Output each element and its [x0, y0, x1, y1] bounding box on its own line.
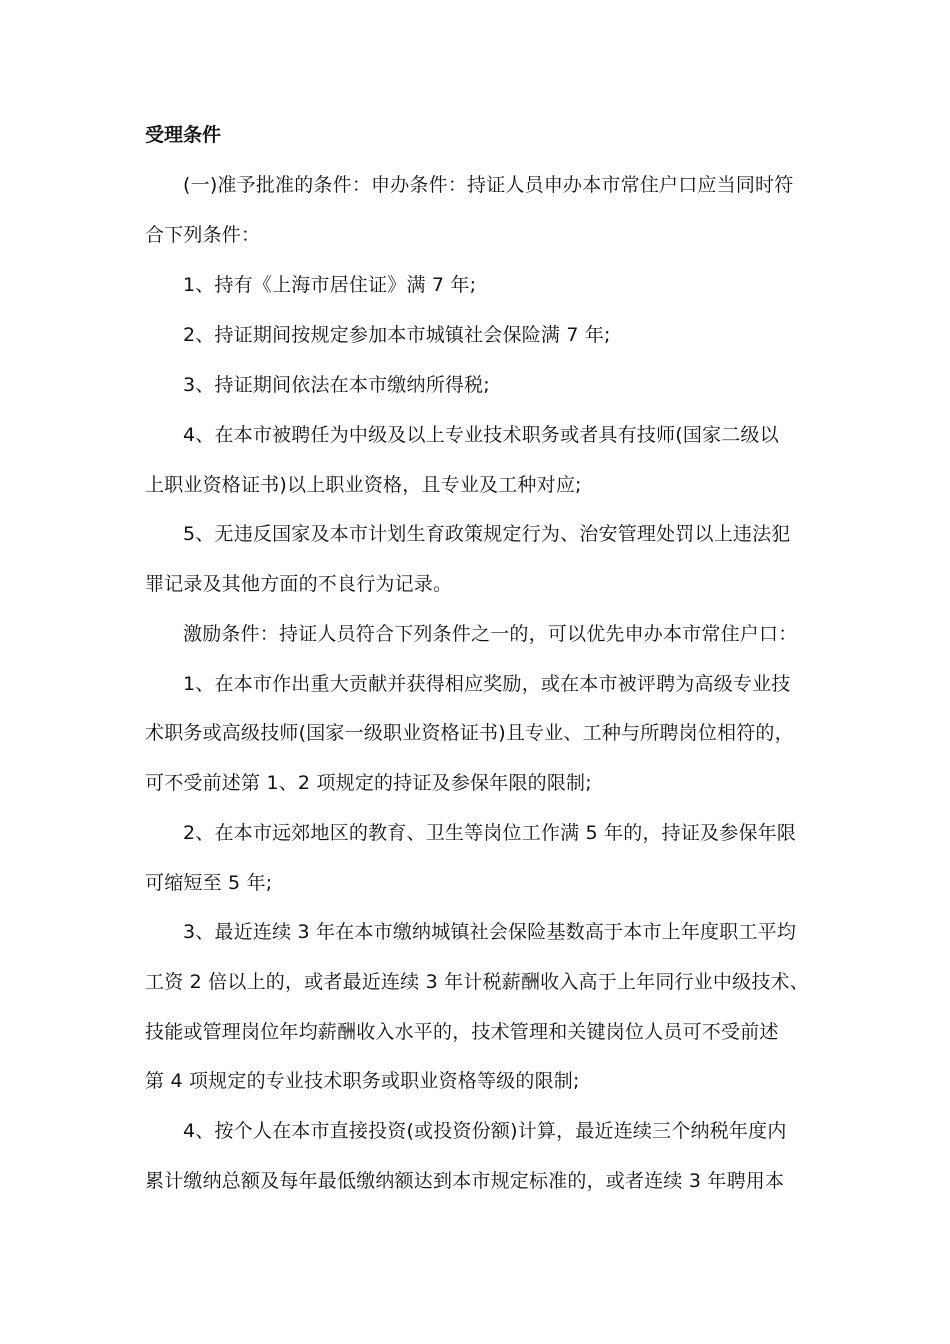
paragraph-line: 2、在本市远郊地区的教育、卫生等岗位工作满 5 年的，持证及参保年限	[183, 822, 797, 844]
paragraph-line: 技能或管理岗位年均薪酬收入水平的，技术管理和关键岗位人员可不受前述	[145, 1021, 779, 1043]
paragraph-line: (一)准予批准的条件：申办条件：持证人员申办本市常住户口应当同时符	[183, 174, 794, 196]
paragraph-line: 2、持证期间按规定参加本市城镇社会保险满 7 年;	[183, 324, 611, 346]
paragraph-line: 罪记录及其他方面的不良行为记录。	[145, 573, 453, 595]
paragraph-line: 累计缴纳总额及每年最低缴纳额达到本市规定标准的，或者连续 3 年聘用本	[145, 1170, 785, 1192]
paragraph-line: 工资 2 倍以上的，或者最近连续 3 年计税薪酬收入高于上年同行业中级技术、	[145, 971, 809, 993]
paragraph-line: 上职业资格证书)以上职业资格，且专业及工种对应;	[145, 474, 582, 496]
paragraph-line: 第 4 项规定的专业技术职务或职业资格等级的限制;	[145, 1070, 580, 1092]
paragraph-line: 可不受前述第 1、2 项规定的持证及参保年限的限制;	[145, 772, 592, 794]
paragraph-line: 合下列条件：	[145, 224, 261, 246]
paragraph-line: 4、在本市被聘任为中级及以上专业技术职务或者具有技师(国家二级以	[183, 424, 779, 446]
paragraph-line: 术职务或高级技师(国家一级职业资格证书)且专业、工种与所聘岗位相符的，	[145, 722, 794, 744]
paragraph-line: 1、持有《上海市居住证》满 7 年;	[183, 274, 477, 296]
paragraph-line: 可缩短至 5 年;	[145, 872, 273, 894]
paragraph-line: 激励条件：持证人员符合下列条件之一的，可以优先申办本市常住户口：	[183, 623, 798, 645]
paragraph-line: 1、在本市作出重大贡献并获得相应奖励，或在本市被评聘为高级专业技	[183, 673, 791, 695]
paragraph-line: 3、持证期间依法在本市缴纳所得税;	[183, 374, 490, 396]
section-heading: 受理条件	[145, 124, 222, 146]
paragraph-line: 4、按个人在本市直接投资(或投资份额)计算，最近连续三个纳税年度内	[183, 1120, 787, 1142]
paragraph-line: 3、最近连续 3 年在本市缴纳城镇社会保险基数高于本市上年度职工平均	[183, 921, 797, 943]
paragraph-line: 5、无违反国家及本市计划生育政策规定行为、治安管理处罚以上违法犯	[183, 523, 791, 545]
